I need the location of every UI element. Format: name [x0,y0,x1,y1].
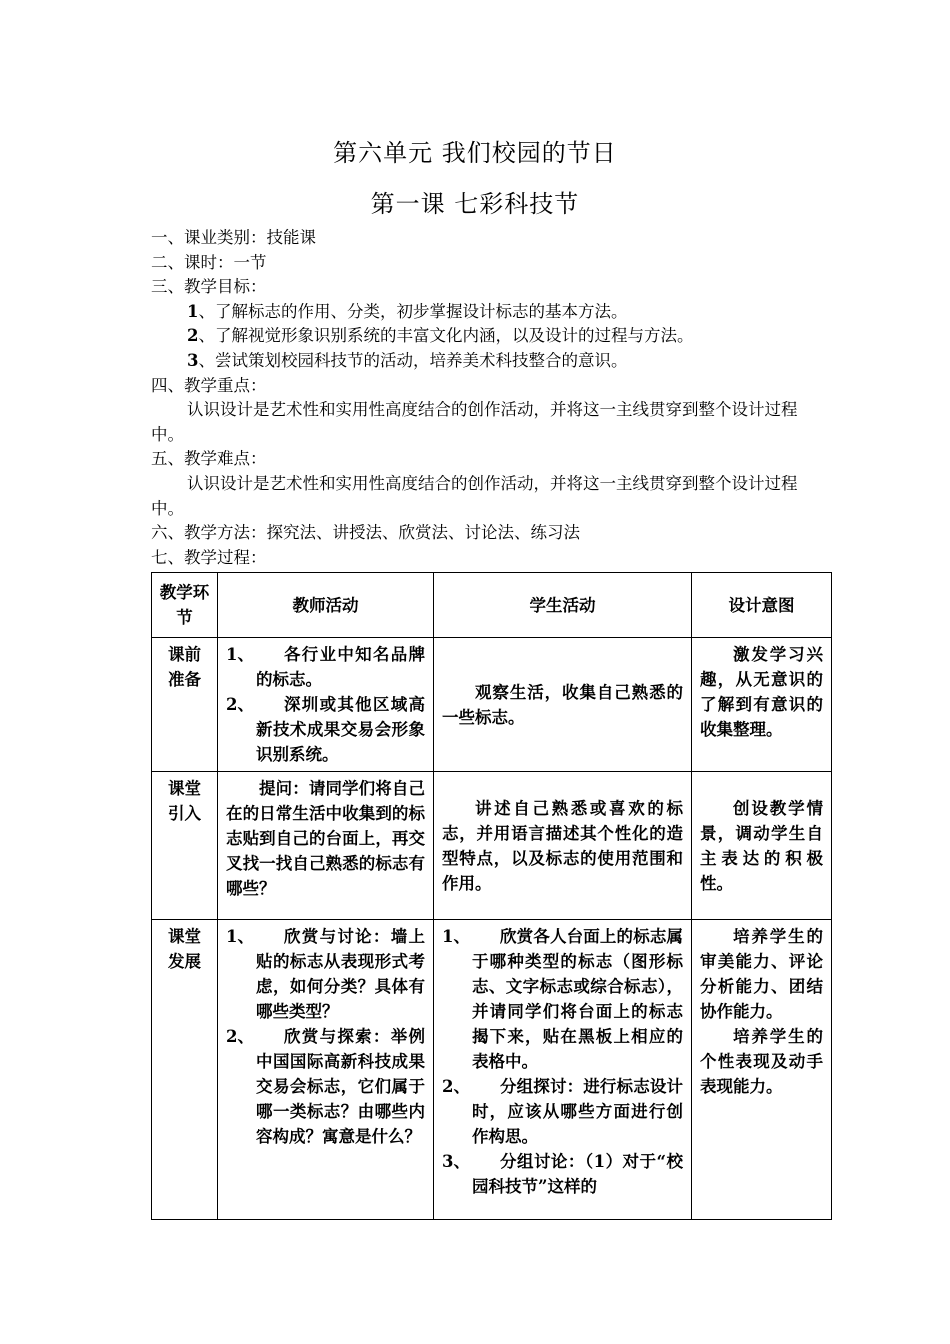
intent-cell [692,920,832,1220]
header-stage: 教学环节 [152,573,218,638]
intent-paragraph: 培养学生的审美能力、评论分析能力、团结协作能力。 [700,927,823,1021]
intent-cell: 激发学习兴趣，从无意识的了解到有意识的收集整理。 [692,638,832,772]
stage-cell: 课堂引入 [152,772,218,920]
intent-cell: 创设教学情景，调动学生自主表达的积极性。 [692,772,832,920]
list-item: 2、 分组探讨：进行标志设计时，应该从哪些方面进行创作构思。 [442,1077,683,1146]
table-row [152,772,832,920]
list-item: 2、 深圳或其他区域高新技术成果交易会形象识别系统。 [226,695,425,764]
goal-item-2: 2、了解视觉形象识别系统的丰富文化内涵，以及设计的过程与方法。 [187,326,694,346]
list-item: 1、 欣赏各人台面上的标志属于哪种类型的标志（图形标志、文字标志或综合标志），并请同学们将台面上的标志揭下来，贴在黑板上相应的表格中。 [442,927,683,1071]
header-teacher: 教师活动 [218,573,434,638]
table-row [152,920,832,1220]
goal-item-3: 3、尝试策划校园科技节的活动，培养美术科技整合的意识。 [187,350,628,370]
student-cell [434,920,692,1220]
teacher-cell [218,638,434,772]
teacher-cell [218,920,434,1220]
list-item: 3、 分组讨论：（1）对于“校园科技节”这样的 [442,1152,683,1196]
lesson-plan-body [151,226,811,570]
table-header-row [152,573,832,638]
stage-cell: 课前准备 [152,638,218,772]
intent-paragraph: 培养学生的个性表现及动手表现能力。 [700,1027,823,1096]
header-intent: 设计意图 [692,573,832,638]
stage-cell: 课堂发展 [152,920,218,1220]
list-item: 1、 各行业中知名品牌的标志。 [226,645,425,689]
section-methods: 六、教学方法：探究法、讲授法、欣赏法、讨论法、练习法 [151,523,580,543]
student-cell: 讲述自己熟悉或喜欢的标志，并用语言描述其个性化的造型特点，以及标志的使用范围和作用。 [434,772,692,920]
teacher-cell: 提问：请同学们将自己在的日常生活中收集到的标志贴到自己的台面上，再交叉找一找自己熟悉的标志有哪些？ [218,772,434,920]
focus-text: 认识设计是艺术性和实用性高度结合的创作活动，并将这一主线贯穿到整个设计过程中。 [151,400,798,444]
section-course-type: 一、课业类别：技能课 [151,228,316,247]
section-process-heading: 七、教学过程： [151,547,267,567]
goal-item-1: 1、了解标志的作用、分类，初步掌握设计标志的基本方法。 [187,301,628,321]
teaching-process-table [151,572,832,1220]
section-difficulty-heading: 五、教学难点： [151,449,267,469]
list-item: 1、 欣赏与讨论：墙上贴的标志从表现形式考虑，如何分类？具体有哪些类型？ [226,927,425,1021]
unit-title: 第六单元 我们校园的节日 [333,139,617,167]
section-class-hours: 二、课时：一节 [151,252,267,272]
lesson-title: 第一课 七彩科技节 [370,190,580,218]
list-item: 2、 欣赏与探索：举例中国国际高新科技成果交易会标志，它们属于哪一类标志？由哪些内容构成？寓意是什么？ [226,1027,425,1146]
student-cell: 观察生活，收集自己熟悉的一些标志。 [434,638,692,772]
section-focus-heading: 四、教学重点： [151,375,267,395]
difficulty-text: 认识设计是艺术性和实用性高度结合的创作活动，并将这一主线贯穿到整个设计过程中。 [151,473,798,518]
table-row [152,638,832,772]
header-student: 学生活动 [434,573,692,638]
section-goals-heading: 三、教学目标： [151,277,267,297]
